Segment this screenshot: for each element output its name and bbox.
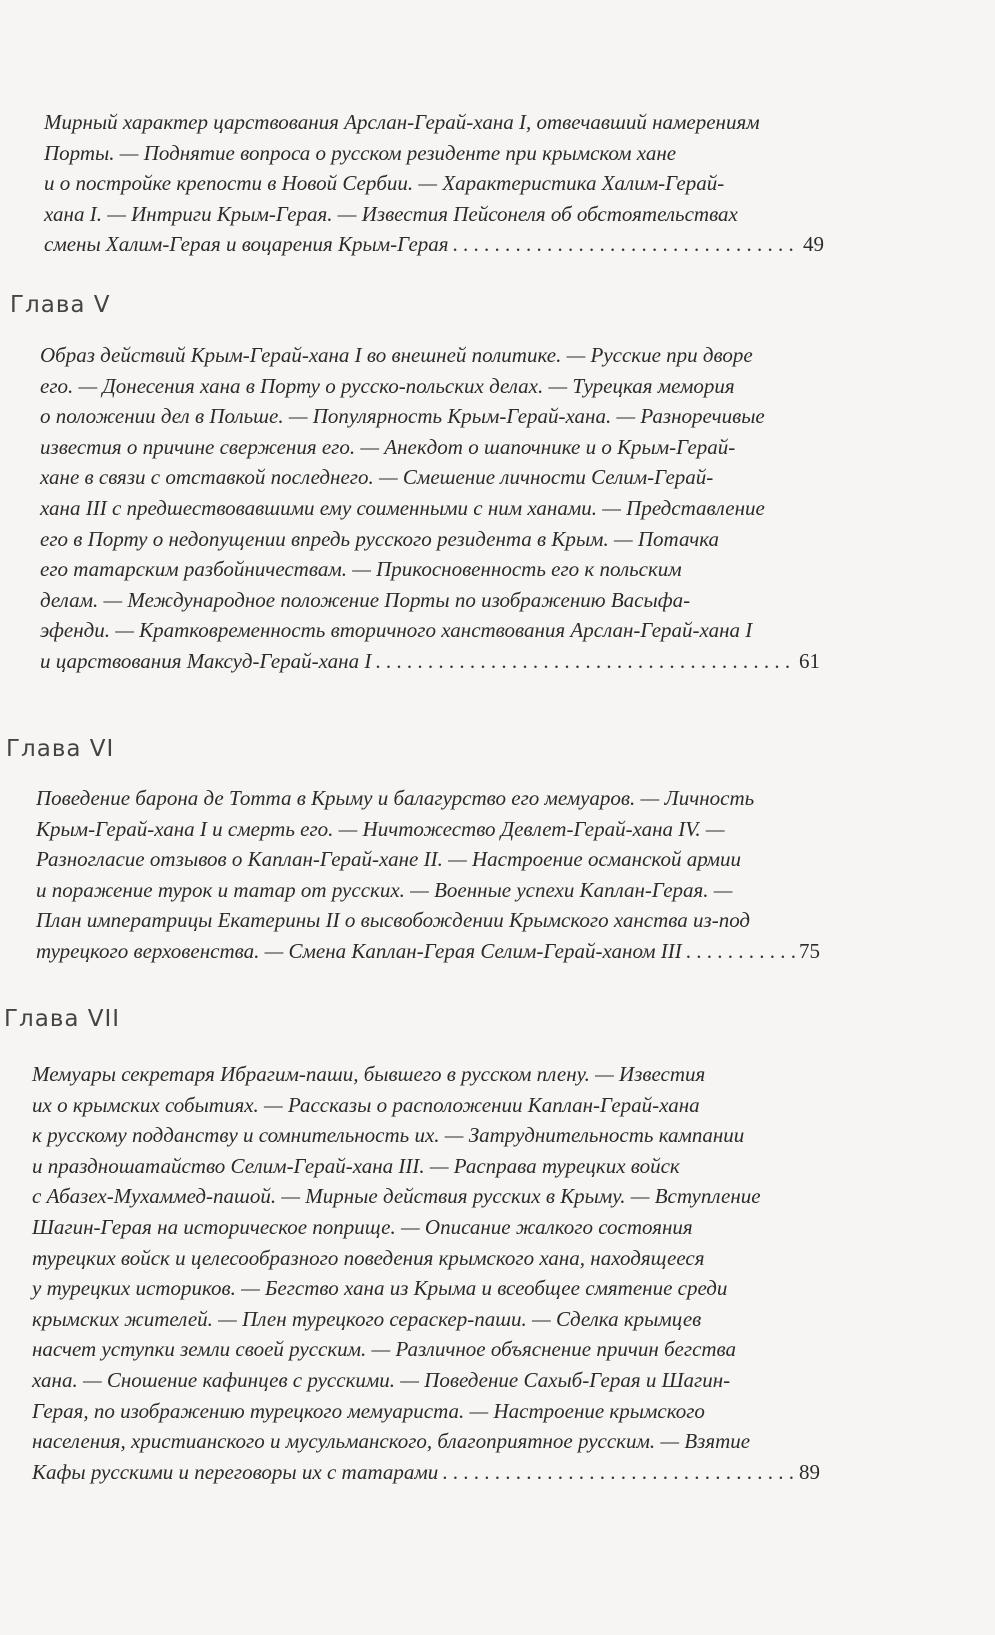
chapter-heading: Глава VII	[4, 1006, 121, 1032]
entry-summary	[44, 107, 824, 260]
summary-line: Мемуары секретаря Ибрагим-паши, бывшего в русском плену. — Известия	[32, 1062, 706, 1086]
summary-line: и поражение турок и татар от русских. — Военные успехи Каплан-Герая. —	[36, 877, 733, 902]
page-number: 49	[803, 232, 824, 257]
page-number: 75	[799, 938, 820, 963]
summary-line: хана III с предшествовавшими ему соименными с ним ханами. — Представление	[40, 495, 765, 520]
summary-last-line	[44, 229, 824, 260]
summary-line: Кафы русскими и переговоры их с татарами	[32, 1459, 439, 1484]
summary-line: План императрицы Екатерины II о высвобождении Крымского ханства из-под	[36, 908, 751, 933]
summary-line: турецких войск и целесообразного поведения крымского хана, находящееся	[32, 1245, 705, 1270]
entry-summary	[32, 1059, 820, 1487]
summary-line: его татарским разбойничествам. — Прикосновенность его к польским	[40, 557, 682, 582]
summary-line: хане в связи с отставкой последнего. — Смешение личности Селим-Герай-	[40, 465, 714, 490]
dot-leader	[375, 646, 795, 677]
summary-line: хана. — Сношение кафинцев с русскими. — Поведение Сахыб-Герая и Шагин-	[32, 1367, 731, 1392]
summary-line: Порты. — Поднятие вопроса о русском резиденте при крымском хане	[44, 140, 677, 165]
summary-last-line	[40, 646, 820, 677]
entry-summary	[36, 783, 820, 967]
dot-leader	[686, 936, 795, 967]
summary-line: населения, христианского и мусульманского, благоприятное русским. — Взятие	[32, 1429, 751, 1454]
summary-line: Образ действий Крым-Герай-хана I во внешней политике. — Русские при дворе	[40, 343, 753, 367]
summary-line: его в Порту о недопущении впредь русского резидента в Крым. — Потачка	[40, 526, 720, 551]
summary-line: Поведение барона де Тотта в Крыму и балагурство его мемуаров. — Личность	[36, 786, 755, 810]
page-number: 89	[799, 1459, 820, 1484]
summary-last-line	[36, 936, 820, 967]
summary-line: его. — Донесения хана в Порту о русско-польских делах. — Турецкая мемория	[40, 373, 735, 398]
summary-line: известия о причине свержения его. — Анекдот о шапочнике и о Крым-Герай-	[40, 434, 736, 459]
summary-line: и праздношатайство Селим-Герай-хана III. — Расправа турецких войск	[32, 1153, 680, 1178]
summary-line: Крым-Герай-хана I и смерть его. — Ничтожество Девлет-Герай-хана IV. —	[36, 816, 725, 841]
chapter-heading: Глава V	[10, 292, 111, 318]
summary-line: и царствования Максуд-Герай-хана I	[40, 648, 372, 673]
chapter-heading: Глава VI	[6, 736, 115, 762]
dot-leader	[442, 1457, 795, 1488]
dot-leader	[453, 229, 799, 260]
page-number: 61	[799, 648, 820, 673]
summary-line: эфенди. — Кратковременность вторичного ханствования Арслан-Герай-хана I	[40, 618, 753, 643]
summary-line: их о крымских событиях. — Рассказы о расположении Каплан-Герай-хана	[32, 1092, 700, 1117]
summary-line: хана I. — Интриги Крым-Герая. — Известия Пейсонеля об обстоятельствах	[44, 201, 738, 226]
summary-line: и о постройке крепости в Новой Сербии. — Характеристика Халим-Герай-	[44, 171, 725, 196]
summary-line: крымских жителей. — Плен турецкого сераскер-паши. — Сделка крымцев	[32, 1306, 702, 1331]
summary-line: турецкого верховенства. — Смена Каплан-Герая Селим-Герай-ханом III	[36, 938, 682, 963]
summary-line: Мирный характер царствования Арслан-Герай-хана I, отвечавший намерениям	[44, 110, 760, 134]
summary-line: о положении дел в Польше. — Популярность Крым-Герай-хана. — Разноречивые	[40, 404, 765, 429]
summary-line: с Абазех-Мухаммед-пашой. — Мирные действия русских в Крыму. — Вступление	[32, 1184, 761, 1209]
summary-line: смены Халим-Герая и воцарения Крым-Герая	[44, 232, 449, 257]
summary-line: к русскому подданству и сомнительность их. — Затруднительность кампании	[32, 1123, 745, 1148]
summary-last-line	[32, 1457, 820, 1488]
summary-line: делам. — Международное положение Порты по изображению Васыфа-	[40, 587, 691, 612]
summary-line: Шагин-Герая на историческое поприще. — Описание жалкого состояния	[32, 1214, 693, 1239]
summary-line: Герая, по изображению турецкого мемуариста. — Настроение крымского	[32, 1398, 705, 1423]
summary-line: насчет уступки земли своей русским. — Различное объяснение причин бегства	[32, 1337, 737, 1362]
summary-line: Разногласие отзывов о Каплан-Герай-хане II. — Настроение османской армии	[36, 847, 742, 872]
entry-summary	[40, 340, 820, 677]
summary-line: у турецких историков. — Бегство хана из Крыма и всеобщее смятение среди	[32, 1276, 728, 1301]
